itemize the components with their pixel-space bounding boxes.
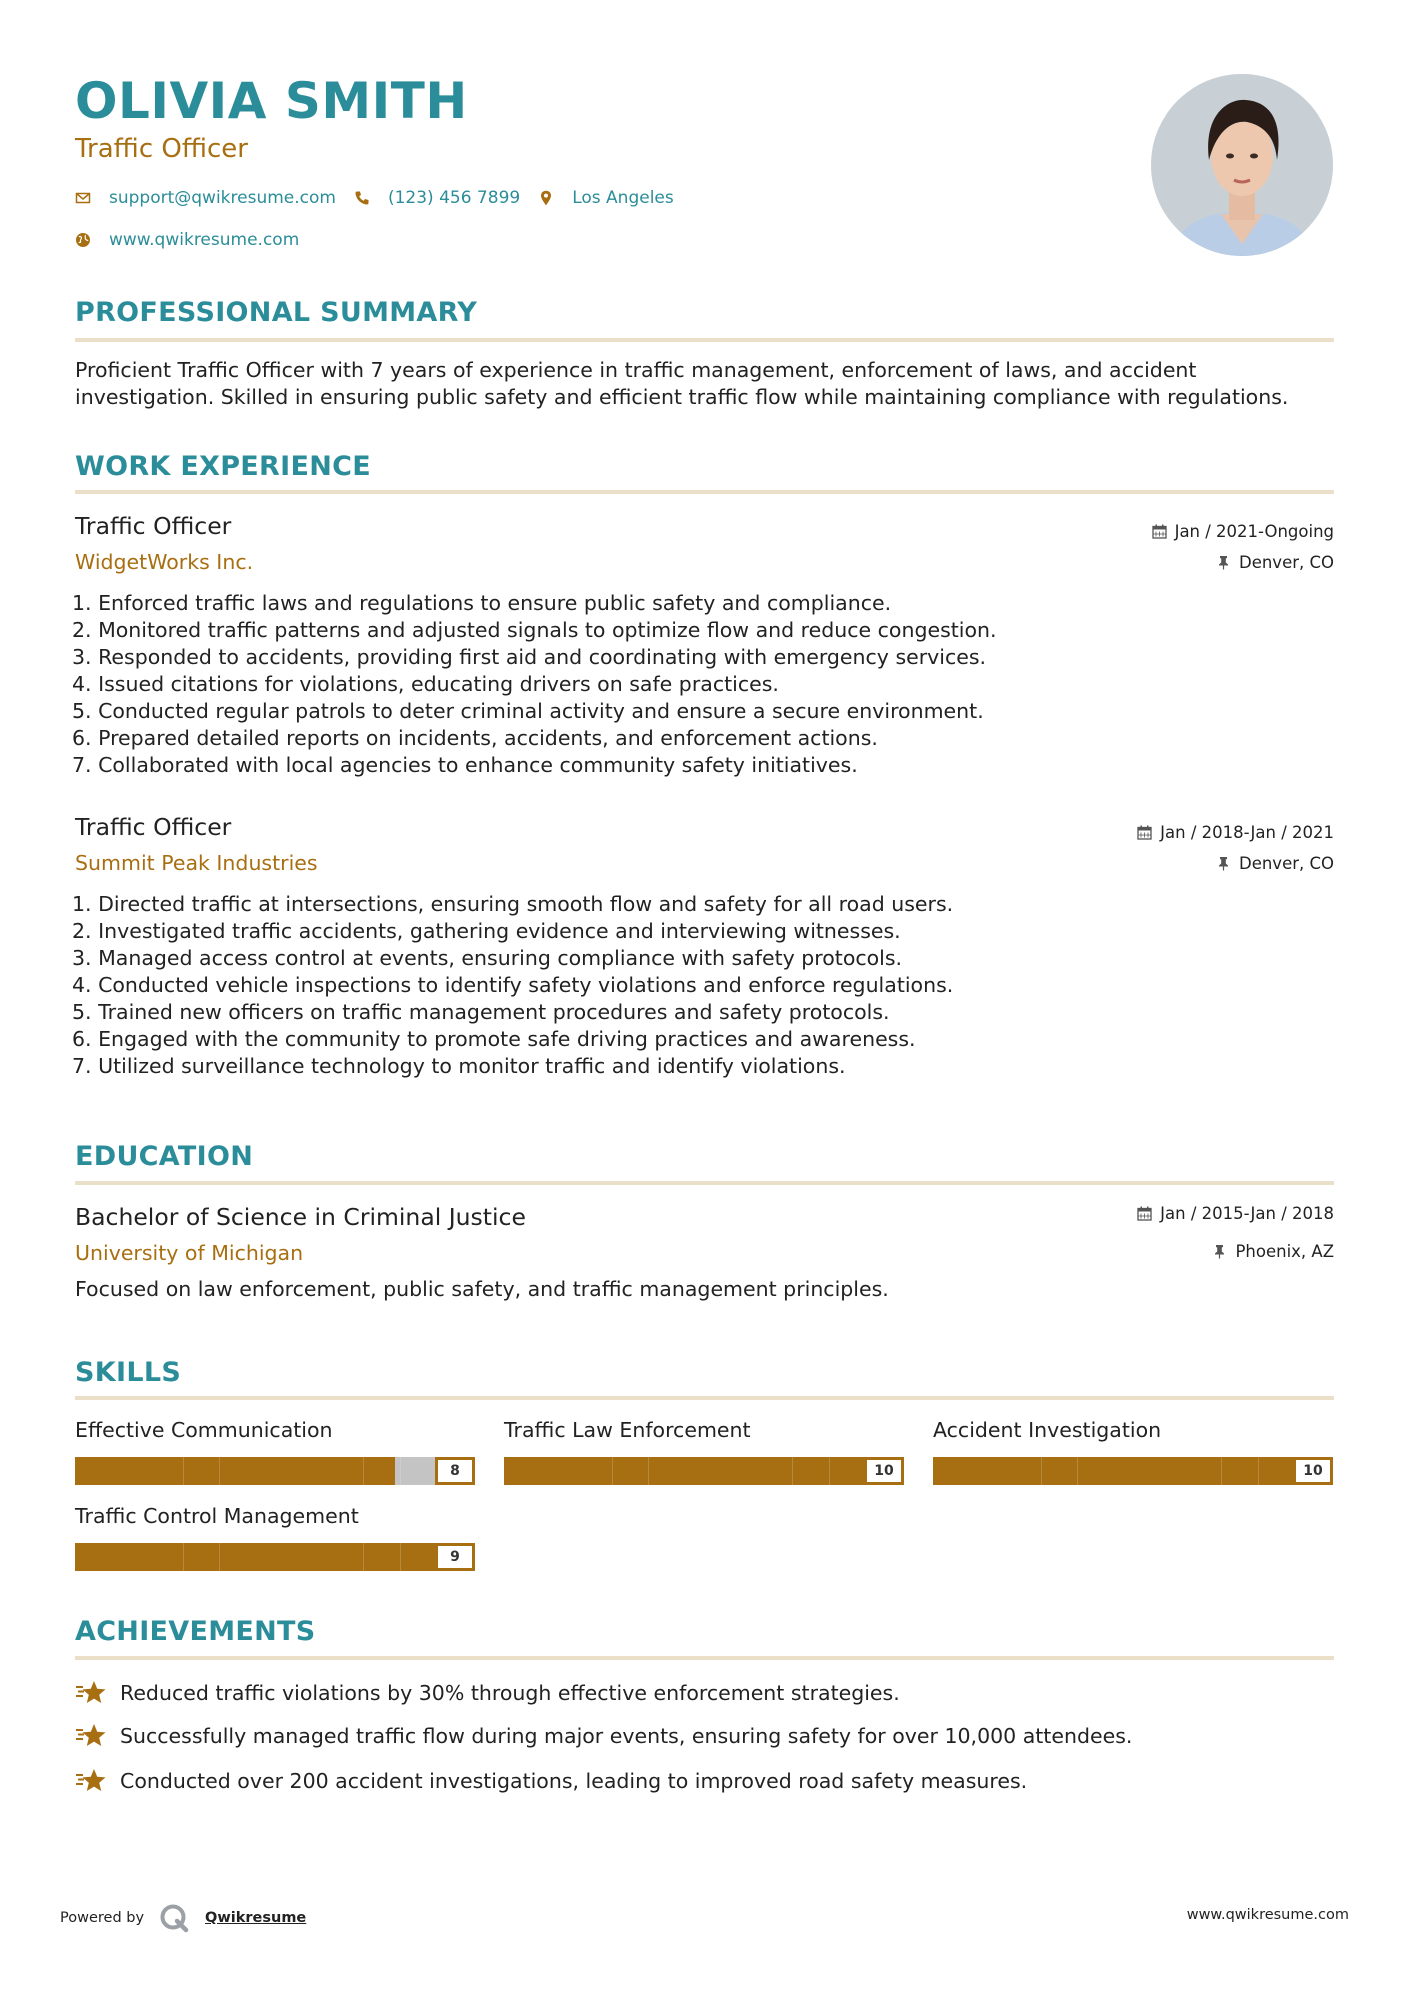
list-item: 3. Managed access control at events, ensuring compliance with safety protocols. bbox=[72, 946, 903, 970]
education-location-text: Phoenix, AZ bbox=[1235, 1242, 1334, 1261]
skill-segment-tick bbox=[219, 1457, 220, 1485]
pushpin-icon bbox=[1216, 856, 1231, 871]
skill-item bbox=[504, 1418, 904, 1485]
section-divider bbox=[75, 490, 1334, 494]
education-description: Focused on law enforcement, public safety, and traffic management principles. bbox=[75, 1277, 889, 1301]
list-item: 4. Issued citations for violations, educating drivers on safe practices. bbox=[72, 672, 779, 696]
skill-level-bar bbox=[75, 1543, 475, 1571]
skill-name: Accident Investigation bbox=[933, 1418, 1162, 1442]
star-icon bbox=[75, 1679, 107, 1707]
contact-website[interactable] bbox=[75, 230, 299, 250]
list-item: 2. Monitored traffic patterns and adjusted signals to optimize flow and reduce congestion. bbox=[72, 618, 997, 642]
skill-segment-tick bbox=[1221, 1457, 1222, 1485]
location-text: Los Angeles bbox=[572, 188, 674, 208]
job-location-text: Denver, CO bbox=[1238, 854, 1334, 873]
skill-item bbox=[75, 1418, 475, 1485]
skill-segment-tick bbox=[400, 1543, 401, 1571]
skill-level-fill bbox=[504, 1457, 904, 1485]
star-icon bbox=[75, 1767, 107, 1795]
list-item: 1. Directed traffic at intersections, ensuring smooth flow and safety for all road users. bbox=[72, 892, 954, 916]
profile-photo bbox=[1151, 74, 1333, 256]
section-divider bbox=[75, 1181, 1334, 1185]
candidate-name: OLIVIA SMITH bbox=[75, 72, 468, 130]
section-title-summary: PROFESSIONAL SUMMARY bbox=[75, 297, 478, 328]
job-title: Traffic Officer bbox=[75, 813, 232, 841]
section-divider bbox=[75, 1396, 1334, 1400]
degree-title: Bachelor of Science in Criminal Justice bbox=[75, 1203, 526, 1231]
calendar-icon bbox=[1152, 524, 1167, 539]
envelope-icon bbox=[75, 190, 91, 206]
skill-level-fill bbox=[75, 1457, 395, 1485]
section-divider bbox=[75, 338, 1334, 342]
section-title-education: EDUCATION bbox=[75, 1141, 254, 1172]
skill-segment-tick bbox=[363, 1543, 364, 1571]
achievement-text: Conducted over 200 accident investigations, leading to improved road safety measures. bbox=[120, 1769, 1028, 1793]
website-text: www.qwikresume.com bbox=[109, 230, 300, 250]
section-title-skills: SKILLS bbox=[75, 1357, 182, 1388]
skill-segment-tick bbox=[1077, 1457, 1078, 1485]
list-item: 2. Investigated traffic accidents, gathering evidence and interviewing witnesses. bbox=[72, 919, 901, 943]
skill-segment-tick bbox=[792, 1457, 793, 1485]
candidate-title: Traffic Officer bbox=[75, 134, 248, 164]
phone-icon bbox=[354, 190, 370, 206]
list-item: 5. Conducted regular patrols to deter criminal activity and ensure a secure environment. bbox=[72, 699, 984, 723]
job-dates-text: Jan / 2018-Jan / 2021 bbox=[1160, 823, 1334, 842]
skill-segment-tick bbox=[612, 1457, 613, 1485]
pushpin-icon bbox=[1212, 1244, 1227, 1259]
job-dates-text: Jan / 2021-Ongoing bbox=[1174, 522, 1334, 541]
skill-segment-tick bbox=[183, 1543, 184, 1571]
section-title-achievements: ACHIEVEMENTS bbox=[75, 1616, 316, 1647]
list-item: 1. Enforced traffic laws and regulations to ensure public safety and compliance. bbox=[72, 591, 892, 615]
skill-item bbox=[933, 1418, 1333, 1485]
skill-score-badge: 10 bbox=[864, 1457, 904, 1485]
job-duties-list bbox=[72, 590, 1272, 779]
footer-branding bbox=[60, 1903, 306, 1933]
job-title: Traffic Officer bbox=[75, 512, 232, 540]
list-item: 7. Collaborated with local agencies to enhance community safety initiatives. bbox=[72, 753, 858, 777]
brand-link[interactable]: Qwikresume bbox=[205, 1910, 307, 1926]
skill-level-fill bbox=[933, 1457, 1333, 1485]
achievement-item bbox=[75, 1722, 1132, 1750]
skill-segment-tick bbox=[219, 1543, 220, 1571]
job-location-text: Denver, CO bbox=[1238, 553, 1334, 572]
skill-level-bar bbox=[504, 1457, 904, 1485]
skill-level-bar bbox=[933, 1457, 1333, 1485]
contact-row-website bbox=[75, 230, 317, 250]
list-item: 7. Utilized surveillance technology to monitor traffic and identify violations. bbox=[72, 1054, 846, 1078]
contact-location bbox=[538, 188, 674, 208]
skill-name: Effective Communication bbox=[75, 1418, 333, 1442]
education-location bbox=[1212, 1242, 1334, 1261]
skill-level-fill bbox=[75, 1543, 435, 1571]
education-dates bbox=[1137, 1204, 1334, 1223]
achievement-item bbox=[75, 1679, 900, 1707]
skill-score-badge: 9 bbox=[435, 1543, 475, 1571]
skill-segment-tick bbox=[648, 1457, 649, 1485]
footer-website-link[interactable]: www.qwikresume.com bbox=[1186, 1907, 1349, 1923]
list-item: 5. Trained new officers on traffic management procedures and safety protocols. bbox=[72, 1000, 890, 1024]
skill-name: Traffic Law Enforcement bbox=[504, 1418, 751, 1442]
skill-segment-tick bbox=[1258, 1457, 1259, 1485]
contact-row bbox=[75, 188, 692, 208]
list-item: 3. Responded to accidents, providing first aid and coordinating with emergency services. bbox=[72, 645, 987, 669]
list-item: 4. Conducted vehicle inspections to identify safety violations and enforce regulations. bbox=[72, 973, 954, 997]
achievement-text: Successfully managed traffic flow during major events, ensuring safety for over 10,000 attendees. bbox=[120, 1724, 1133, 1748]
skill-level-bar bbox=[75, 1457, 475, 1485]
section-divider bbox=[75, 1656, 1334, 1660]
contact-phone[interactable] bbox=[354, 188, 520, 208]
skill-name: Traffic Control Management bbox=[75, 1504, 359, 1528]
pushpin-icon bbox=[1216, 555, 1231, 570]
job-dates bbox=[1137, 823, 1334, 842]
job-company: Summit Peak Industries bbox=[75, 851, 318, 875]
school-name: University of Michigan bbox=[75, 1241, 304, 1265]
calendar-icon bbox=[1137, 1206, 1152, 1221]
list-item: 6. Prepared detailed reports on incidents, accidents, and enforcement actions. bbox=[72, 726, 878, 750]
skill-segment-tick bbox=[1041, 1457, 1042, 1485]
email-text: support@qwikresume.com bbox=[109, 188, 336, 208]
summary-line: investigation. Skilled in ensuring public safety and efficient traffic flow while maintaining compliance with regulations. bbox=[75, 385, 1289, 409]
skill-segment-tick bbox=[183, 1457, 184, 1485]
list-item: 6. Engaged with the community to promote safe driving practices and awareness. bbox=[72, 1027, 916, 1051]
contact-email[interactable] bbox=[75, 188, 336, 208]
qwikresume-logo bbox=[159, 1903, 189, 1933]
map-pin-icon bbox=[538, 190, 554, 206]
job-location bbox=[1216, 854, 1334, 873]
achievement-item bbox=[75, 1767, 1027, 1795]
skill-item bbox=[75, 1504, 475, 1571]
job-dates bbox=[1152, 522, 1334, 541]
summary-text bbox=[75, 357, 1334, 411]
skill-score-badge: 8 bbox=[435, 1457, 475, 1485]
calendar-icon bbox=[1137, 825, 1152, 840]
summary-line: Proficient Traffic Officer with 7 years of experience in traffic management, enforcement of laws, and accident bbox=[75, 358, 1197, 382]
skill-segment-tick bbox=[829, 1457, 830, 1485]
section-title-experience: WORK EXPERIENCE bbox=[75, 451, 371, 482]
achievement-text: Reduced traffic violations by 30% through effective enforcement strategies. bbox=[120, 1681, 900, 1705]
skill-score-badge: 10 bbox=[1293, 1457, 1333, 1485]
star-icon bbox=[75, 1722, 107, 1750]
skill-segment-tick bbox=[400, 1457, 401, 1485]
job-company: WidgetWorks Inc. bbox=[75, 550, 254, 574]
skill-segment-tick bbox=[363, 1457, 364, 1485]
phone-text: (123) 456 7899 bbox=[387, 188, 521, 208]
powered-by-label: Powered by bbox=[60, 1910, 145, 1926]
education-dates-text: Jan / 2015-Jan / 2018 bbox=[1160, 1204, 1334, 1223]
job-location bbox=[1216, 553, 1334, 572]
globe-icon bbox=[75, 232, 91, 248]
job-duties-list bbox=[72, 891, 1272, 1080]
